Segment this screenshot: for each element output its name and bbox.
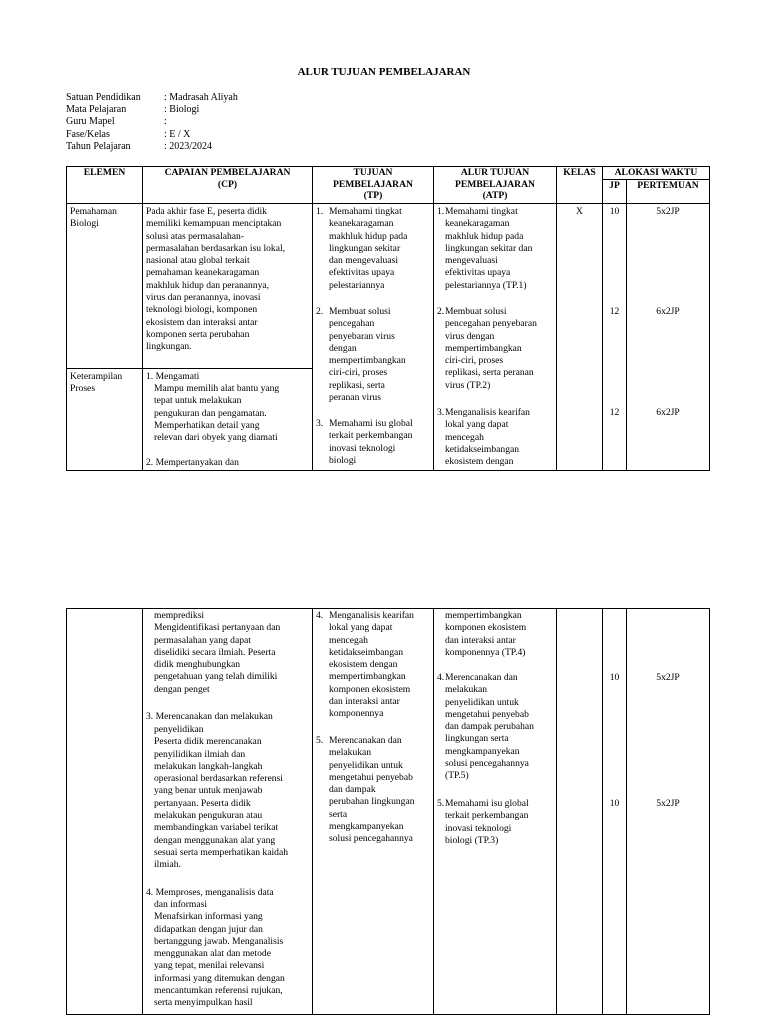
elemen-cell (67, 609, 143, 1015)
cp-step: 1. Mengamati (146, 371, 200, 382)
meta-block (66, 92, 238, 153)
tp-number: 2. (316, 306, 324, 317)
cp-cell (143, 204, 313, 369)
meta-value: : E / X (164, 128, 191, 140)
kelas-cell (557, 204, 603, 471)
meta-row (66, 141, 238, 153)
cp-text: penyelidikan Peserta didik merencanakan penyilidikan ilmiah dan melakukan langkah-langkah operasional berdasarkan referensi yang benar untuk menjawab pertanyaan. Peserta didik melakukan pengukuran atau membandingkan variabel terikat dengan menggunakan alat yang sesuai serta memperhatikan kaidah ilmiah. (154, 724, 288, 871)
pertemuan-value: 6x2JP (656, 407, 680, 418)
meta-value: : Biologi (164, 104, 200, 116)
tp-item: Menganalisis kearifan lokal yang dapat mencegah ketidakseimbangan ekosistem dengan mempertimbangkan komponen ekosistem dan interaksi antar komponennya (329, 610, 414, 720)
header-atp: ALUR TUJUAN PEMBELAJARAN (ATP) (434, 167, 557, 204)
pertemuan-value: 5x2JP (656, 672, 680, 683)
cp-step: 2. Mempertanyakan dan (146, 457, 239, 468)
atp-cell (434, 609, 557, 1015)
pertemuan-value: 5x2JP (656, 798, 680, 809)
meta-label: Mata Pelajaran (66, 104, 127, 116)
atp-table-page-2 (66, 608, 710, 1015)
jp-value: 10 (609, 798, 620, 809)
jp-value: 12 (609, 306, 620, 317)
jp-cell (603, 204, 627, 471)
elemen-text: Keterampilan Proses (70, 371, 123, 395)
elemen-text: Pemahaman Biologi (70, 206, 117, 230)
meta-row (66, 104, 238, 116)
atp-number: 5. (437, 798, 445, 809)
header-tp: TUJUAN PEMBELAJARAN (TP) (313, 167, 434, 204)
tp-number: 5. (316, 735, 324, 746)
tp-item: Merencanakan dan melakukan penyelidikan untuk mengetahui penyebab dan dampak perubahan lingkungan serta mengkampanyekan solusi pencegahannya (329, 735, 415, 845)
atp-item: Memahami isu global terkait perkembangan inovasi teknologi biologi (TP.3) (445, 798, 529, 846)
pertemuan-cell (627, 609, 710, 1015)
atp-item: Membuat solusi pencegahan penyebaran virus dengan mempertimbangkan ciri-ciri, proses replikasi, serta peranan virus (TP.2) (445, 306, 537, 391)
tp-item: Membuat solusi pencegahan penyebaran virus dengan mempertimbangkan ciri-ciri, proses replikasi, serta peranan virus (329, 306, 406, 404)
meta-value: : Madrasah Aliyah (164, 92, 238, 103)
jp-value: 10 (609, 672, 620, 683)
kelas-value: X (576, 206, 583, 217)
tp-cell (313, 204, 434, 471)
atp-number: 1. (437, 206, 445, 217)
header-alokasi-waktu: ALOKASI WAKTU (603, 167, 710, 180)
elemen-cell (67, 369, 143, 471)
meta-label: Fase/Kelas (66, 128, 110, 140)
cp-text: dan informasi Menafsirkan informasi yang didapatkan dengan jujur dan bertanggung jawab. Menganalisis menggunakan alat dan metode yang tepat, menilai relevansi informasi yang ditemukan dengan mencantumkan referensi rujukan, serta menyimpulkan hasil (154, 899, 285, 1009)
tp-cell (313, 609, 434, 1015)
atp-table-page-1 (66, 166, 710, 471)
header-elemen: ELEMEN (67, 167, 143, 204)
tp-number: 3. (316, 418, 324, 429)
atp-item-continued: mempertimbangkan komponen ekosistem dan interaksi antar komponennya (TP.4) (445, 610, 527, 658)
meta-value: : 2023/2024 (164, 140, 213, 152)
meta-row (66, 92, 238, 104)
header-jp: JP (603, 180, 627, 204)
pertemuan-value: 6x2JP (656, 306, 680, 317)
header-cp: CAPAIAN PEMBELAJARAN (CP) (143, 167, 313, 204)
meta-value: : (164, 116, 167, 128)
meta-label: Guru Mapel (66, 116, 115, 128)
jp-value: 10 (609, 206, 620, 217)
pertemuan-cell (627, 204, 710, 471)
cp-cell (143, 609, 313, 1015)
elemen-cell (67, 204, 143, 369)
kelas-cell (557, 609, 603, 1015)
atp-number: 4. (437, 672, 445, 683)
cp-text: memprediksi Mengidentifikasi pertanyaan dan permasalahan yang dapat diselidiki secara ilmiah. Peserta didik menghubungkan pengetahuan yang telah dimiliki dengan penget (154, 610, 281, 695)
meta-row (66, 129, 238, 141)
tp-number: 1. (316, 206, 324, 217)
atp-number: 3. (437, 407, 445, 418)
tp-number: 4. (316, 610, 324, 621)
jp-value: 12 (609, 407, 620, 418)
jp-cell (603, 609, 627, 1015)
cp-cell (143, 369, 313, 471)
meta-row (66, 116, 238, 128)
cp-step: 3. Merencanakan dan melakukan (146, 711, 273, 722)
header-kelas: KELAS (557, 167, 603, 204)
cp-step: 4. Memproses, menganalisis data (146, 887, 274, 898)
cp-text: Pada akhir fase E, peserta didik memiliki kemampuan menciptakan solusi atas permasalahan- permasalahan berdasarkan isu lokal, nasional atau global terkait pemahaman keanekaragaman makhluk hidup dan peranannya, virus dan peranannya, inovasi teknologi biologi, komponen ekosistem dan interaksi antar komponen serta perubahan lingkungan. (146, 206, 286, 353)
meta-label: Satuan Pendidikan (66, 92, 141, 103)
atp-item: Memahami tingkat keanekaragaman makhluk hidup pada lingkungan sekitar dan mengevaluasi efektivitas upaya pelestariannya (TP.1) (445, 206, 533, 291)
atp-number: 2. (437, 306, 445, 317)
document-title: ALUR TUJUAN PEMBELAJARAN (297, 66, 471, 78)
meta-label: Tahun Pelajaran (66, 140, 131, 152)
tp-item: Memahami tingkat keanekaragaman makhluk hidup pada lingkungan sekitar dan mengevaluasi efektivitas upaya pelestariannya (329, 206, 408, 291)
pertemuan-value: 5x2JP (656, 206, 680, 217)
header-pertemuan: PERTEMUAN (627, 180, 710, 204)
atp-item: Merencanakan dan melakukan penyelidikan untuk mengetahui penyebab dan dampak perubahan lingkungan serta mengkampanyekan solusi pencegahannya (TP.5) (445, 672, 534, 782)
cp-text: Mampu memilih alat bantu yang tepat untuk melakukan pengukuran dan pengamatan. Memperhatikan detail yang relevan dari obyek yang diamati (154, 383, 280, 444)
atp-item: Menganalisis kearifan lokal yang dapat mencegah ketidakseimbangan ekosistem dengan (445, 407, 530, 468)
tp-item: Memahami isu global terkait perkembangan inovasi teknologi biologi (329, 418, 413, 466)
atp-cell (434, 204, 557, 471)
